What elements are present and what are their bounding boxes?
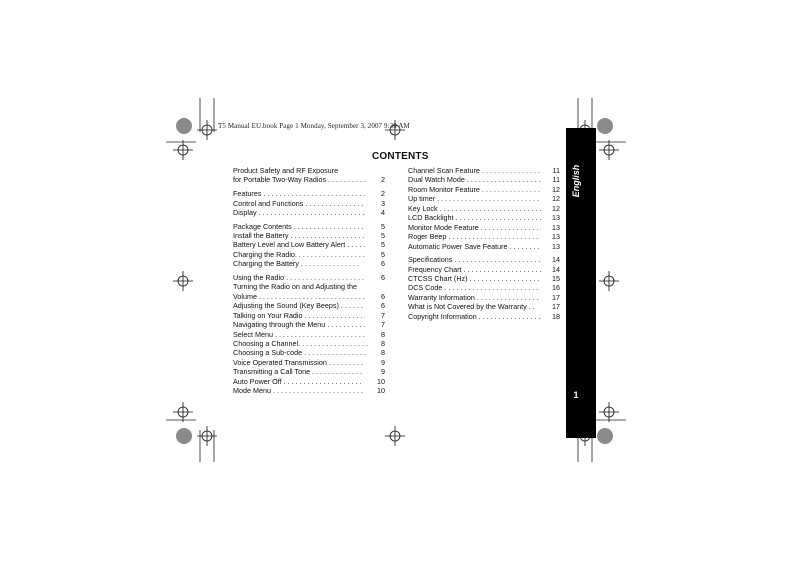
toc-entry-page: 4	[381, 207, 385, 217]
toc-entry	[408, 312, 562, 321]
toc-entry-title: Frequency Chart . . . . . . . . . . . . . . . . . . . .	[408, 264, 542, 274]
toc-entry	[408, 232, 562, 241]
crosshair-icon	[599, 140, 619, 160]
registration-circle	[597, 428, 613, 444]
toc-entry	[233, 250, 387, 259]
toc-entry	[233, 222, 387, 231]
toc-entry-title: Voice Operated Transmission . . . . . . . . .	[233, 357, 363, 367]
crosshair-icon	[599, 271, 619, 291]
toc-entry-page: 12	[552, 194, 560, 204]
toc-entry-page: 10	[377, 376, 385, 386]
toc-entry-page: 13	[552, 222, 560, 232]
toc-entry-title: Talking on Your Radio . . . . . . . . . . . . . . .	[233, 310, 363, 320]
toc-entry	[408, 255, 562, 264]
toc-entry-title: Key Lock . . . . . . . . . . . . . . . . . . . . . . . . . .	[408, 203, 542, 213]
toc-entry-title: Adjusting the Sound (Key Beeps) . . . . . .	[233, 301, 363, 311]
toc-entry-page: 14	[552, 264, 560, 274]
toc-entry-page: 3	[381, 198, 385, 208]
toc-entry	[233, 166, 387, 175]
toc-entry-page: 17	[552, 292, 560, 302]
toc-entry-page: 5	[381, 231, 385, 240]
toc-entry	[233, 348, 387, 357]
toc-entry-title: Mode Menu . . . . . . . . . . . . . . . . . . . . . . .	[233, 386, 363, 396]
toc-entry	[233, 339, 387, 348]
toc-entry-title: Using the Radio . . . . . . . . . . . . . . . . . . . .	[233, 272, 365, 282]
toc-right-column	[408, 166, 562, 321]
toc-entry-page: 9	[381, 357, 385, 367]
toc-entry-page: 11	[552, 166, 560, 175]
toc-entry-page: 6	[381, 259, 385, 269]
toc-entry-title: Automatic Power Save Feature . . . . . . . .	[408, 241, 540, 251]
page-number: 1	[573, 390, 579, 400]
language-label: English	[571, 164, 581, 198]
toc-entry-title: Turning the Radio on and Adjusting the	[233, 282, 358, 292]
toc-entry-page: 5	[381, 249, 385, 259]
toc-entry	[233, 240, 387, 249]
toc-entry-title: Navigating through the Menu . . . . . . . . . .	[233, 320, 366, 330]
toc-entry-page: 2	[381, 175, 385, 185]
toc-entry-page: 8	[381, 339, 385, 348]
toc-entry	[233, 311, 387, 320]
toc-entry-page: 12	[552, 203, 560, 213]
toc-entry-page: 8	[381, 329, 385, 339]
toc-entry	[233, 292, 387, 301]
toc-entry-title: Choosing a Channel. . . . . . . . . . . . . . . . . .	[233, 339, 369, 348]
toc-entry-title: Charging the Radio. . . . . . . . . . . . . . . . . .	[233, 249, 365, 259]
toc-entry-title: Product Safety and RF Exposure	[233, 166, 339, 175]
toc-entry-title: Control and Functions . . . . . . . . . . . . . . .	[233, 198, 364, 208]
toc-entry	[233, 175, 387, 184]
toc-entry-page: 14	[552, 255, 560, 265]
toc-entry-title: Select Menu . . . . . . . . . . . . . . . . . . . . . . .	[233, 329, 365, 339]
toc-entry	[233, 208, 387, 217]
toc-entry	[408, 213, 562, 222]
toc-entry	[233, 386, 387, 395]
registration-circle	[597, 118, 613, 134]
toc-entry-title: What is Not Covered by the Warranty . .	[408, 302, 535, 312]
crosshair-icon	[173, 140, 193, 160]
toc-entry-title: Transmitting a Call Tone . . . . . . . . . . . . .	[233, 367, 363, 377]
toc-entry-title: Volume . . . . . . . . . . . . . . . . . . . . . . . . . . .	[233, 291, 365, 301]
file-header: T5 Manual EU.book Page 1 Monday, September 3, 2007 9:30 AM	[218, 122, 410, 130]
toc-entry	[408, 265, 562, 274]
toc-entry-page: 18	[552, 311, 560, 321]
toc-entry-page: 11	[552, 175, 560, 185]
toc-entry-title: Copyright Information . . . . . . . . . . . . . . . .	[408, 311, 541, 321]
toc-entry-page: 7	[381, 310, 385, 320]
toc-entry-title: Up timer . . . . . . . . . . . . . . . . . . . . . . . . . .	[408, 194, 539, 204]
toc-entry-page: 15	[552, 274, 560, 283]
toc-entry-page: 6	[381, 301, 385, 311]
toc-entry	[233, 273, 387, 282]
toc-entry	[408, 185, 562, 194]
toc-entry-title: CTCSS Chart (Hz) . . . . . . . . . . . . . . . . . .	[408, 274, 540, 283]
toc-entry-page: 7	[381, 320, 385, 330]
toc-entry	[233, 259, 387, 268]
toc-entry-title: Roger Beep . . . . . . . . . . . . . . . . . . . . . . .	[408, 232, 539, 242]
crosshair-icon	[599, 402, 619, 422]
toc-entry	[233, 301, 387, 310]
toc-entry-title: Display . . . . . . . . . . . . . . . . . . . . . . . . . . .	[233, 207, 365, 217]
toc-entry-page: 10	[377, 386, 385, 396]
toc-entry-page: 9	[381, 367, 385, 377]
toc-entry	[233, 358, 387, 367]
toc-entry-page: 12	[552, 184, 560, 194]
toc-entry	[408, 274, 562, 283]
toc-entry	[233, 367, 387, 376]
registration-circle	[176, 428, 192, 444]
toc-entry-title: Package Contents . . . . . . . . . . . . . . . . . .	[233, 221, 364, 231]
registration-circle	[176, 118, 192, 134]
toc-entry-page: 5	[381, 240, 385, 250]
toc-entry	[408, 175, 562, 184]
toc-entry-title: Dual Watch Mode . . . . . . . . . . . . . . . . . . .	[408, 175, 541, 185]
toc-entry	[233, 282, 387, 291]
toc-entry	[408, 194, 562, 203]
toc-entry-page: 13	[552, 241, 560, 251]
toc-entry-title: Specifications . . . . . . . . . . . . . . . . . . . . . .	[408, 255, 541, 265]
toc-entry	[233, 330, 387, 339]
toc-entry-page: 13	[552, 213, 560, 223]
crosshair-icon	[173, 402, 193, 422]
toc-entry	[233, 377, 387, 386]
toc-entry	[233, 189, 387, 198]
toc-entry-title: Channel Scan Feature . . . . . . . . . . . . . . .	[408, 166, 540, 175]
toc-entry-title: Features . . . . . . . . . . . . . . . . . . . . . . . . . .	[233, 189, 366, 199]
toc-entry-title: Battery Level and Low Battery Alert . . . . .	[233, 240, 366, 250]
toc-entry-page: 16	[552, 283, 560, 293]
toc-entry	[408, 283, 562, 292]
toc-entry-title: Monitor Mode Feature . . . . . . . . . . . . . . .	[408, 222, 539, 232]
toc-entry-page: 13	[552, 232, 560, 242]
toc-entry-title: Charging the Battery . . . . . . . . . . . . . . .	[233, 259, 359, 269]
toc-entry	[408, 302, 562, 311]
toc-entry	[408, 242, 562, 251]
toc-entry-page: 6	[381, 291, 385, 301]
toc-entry-page: 5	[381, 221, 385, 231]
toc-entry	[233, 199, 387, 208]
toc-entry	[408, 204, 562, 213]
crosshair-icon	[385, 426, 405, 446]
toc-entry-title: DCS Code . . . . . . . . . . . . . . . . . . . . . . . .	[408, 283, 539, 293]
toc-entry-title: Warranty Information . . . . . . . . . . . . . . . .	[408, 292, 539, 302]
toc-entry	[233, 231, 387, 240]
toc-entry	[408, 293, 562, 302]
toc-entry-title: Install the Battery . . . . . . . . . . . . . . . . . . .	[233, 231, 365, 240]
toc-entry-page: 17	[552, 302, 560, 312]
toc-left-column	[233, 166, 387, 396]
toc-entry-title: Room Monitor Feature . . . . . . . . . . . . . . .	[408, 184, 540, 194]
crosshair-icon	[173, 271, 193, 291]
toc-entry-page: 8	[381, 348, 385, 358]
toc-entry-page: 6	[381, 272, 385, 282]
toc-entry-page: 2	[381, 189, 385, 199]
toc-entry	[408, 166, 562, 175]
toc-entry-title: LCD Backlight . . . . . . . . . . . . . . . . . . . . . .	[408, 213, 542, 223]
toc-entry-title: for Portable Two-Way Radios . . . . . . . . . .	[233, 175, 367, 185]
toc-entry	[408, 223, 562, 232]
toc-entry-title: Auto Power Off . . . . . . . . . . . . . . . . . . . .	[233, 376, 362, 386]
page-title: CONTENTS	[372, 151, 429, 162]
toc-entry	[233, 320, 387, 329]
toc-entry-title: Choosing a Sub-code . . . . . . . . . . . . . . . .	[233, 348, 367, 358]
